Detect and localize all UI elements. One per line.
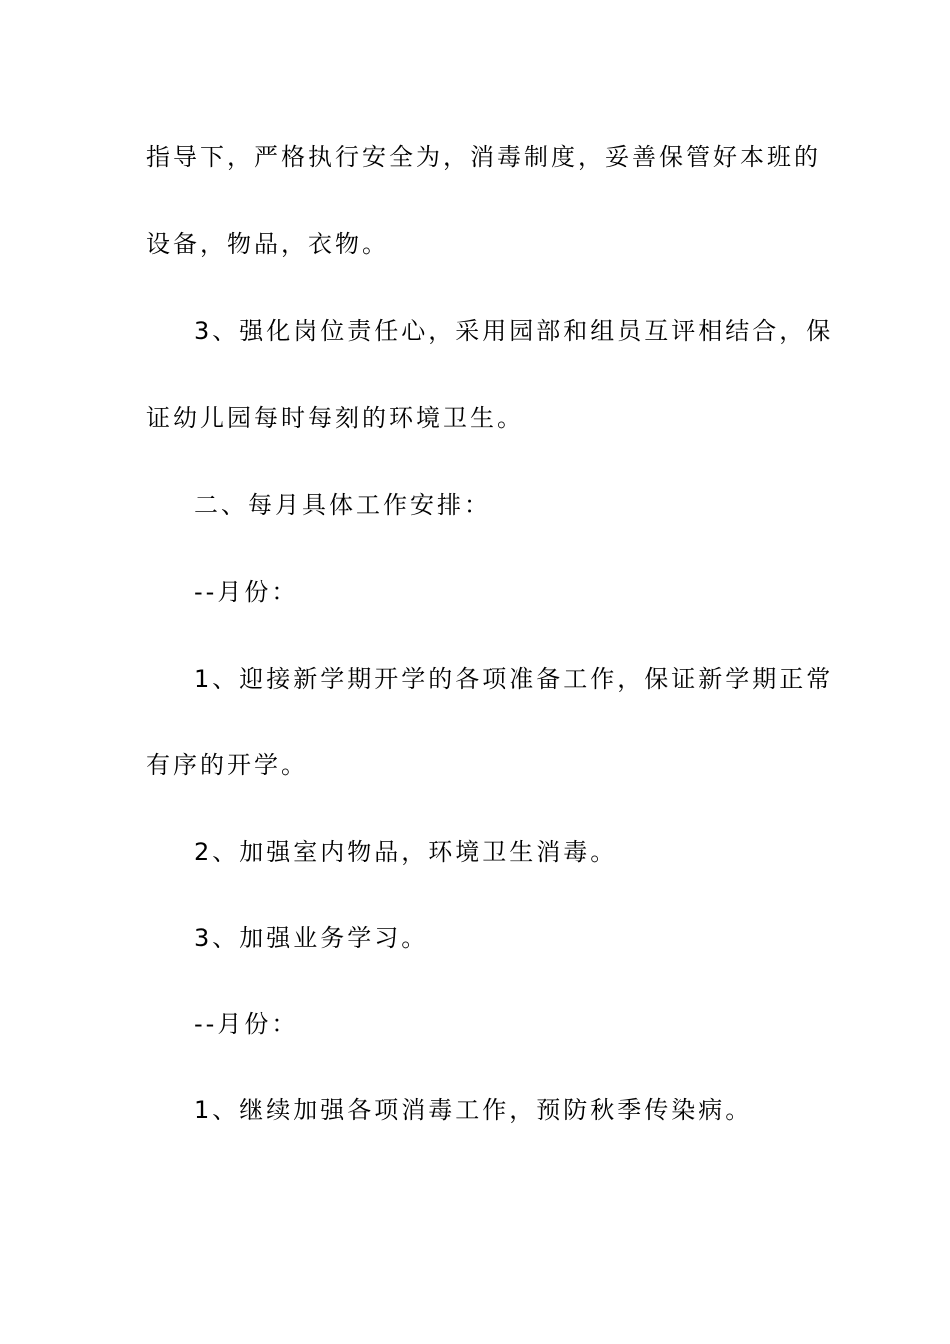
month-heading: --月份： [194, 578, 299, 606]
paragraph-line: 设备，物品，衣物。 [146, 230, 389, 258]
paragraph-line: 指导下，严格执行安全为，消毒制度，妥善保管好本班的 [146, 143, 821, 171]
list-item: 1、迎接新学期开学的各项准备工作，保证新学期正常 [194, 665, 834, 693]
section-heading: 二、每月具体工作安排： [194, 491, 491, 519]
list-item: 2、加强室内物品，环境卫生消毒。 [194, 838, 618, 866]
paragraph-line: 有序的开学。 [146, 751, 308, 779]
list-item: 1、继续加强各项消毒工作，预防秋季传染病。 [194, 1096, 753, 1124]
month-heading: --月份： [194, 1010, 299, 1038]
list-item: 3、加强业务学习。 [194, 924, 429, 952]
list-item: 3、强化岗位责任心，采用园部和组员互评相结合，保 [194, 317, 834, 345]
paragraph-line: 证幼儿园每时每刻的环境卫生。 [146, 404, 524, 432]
